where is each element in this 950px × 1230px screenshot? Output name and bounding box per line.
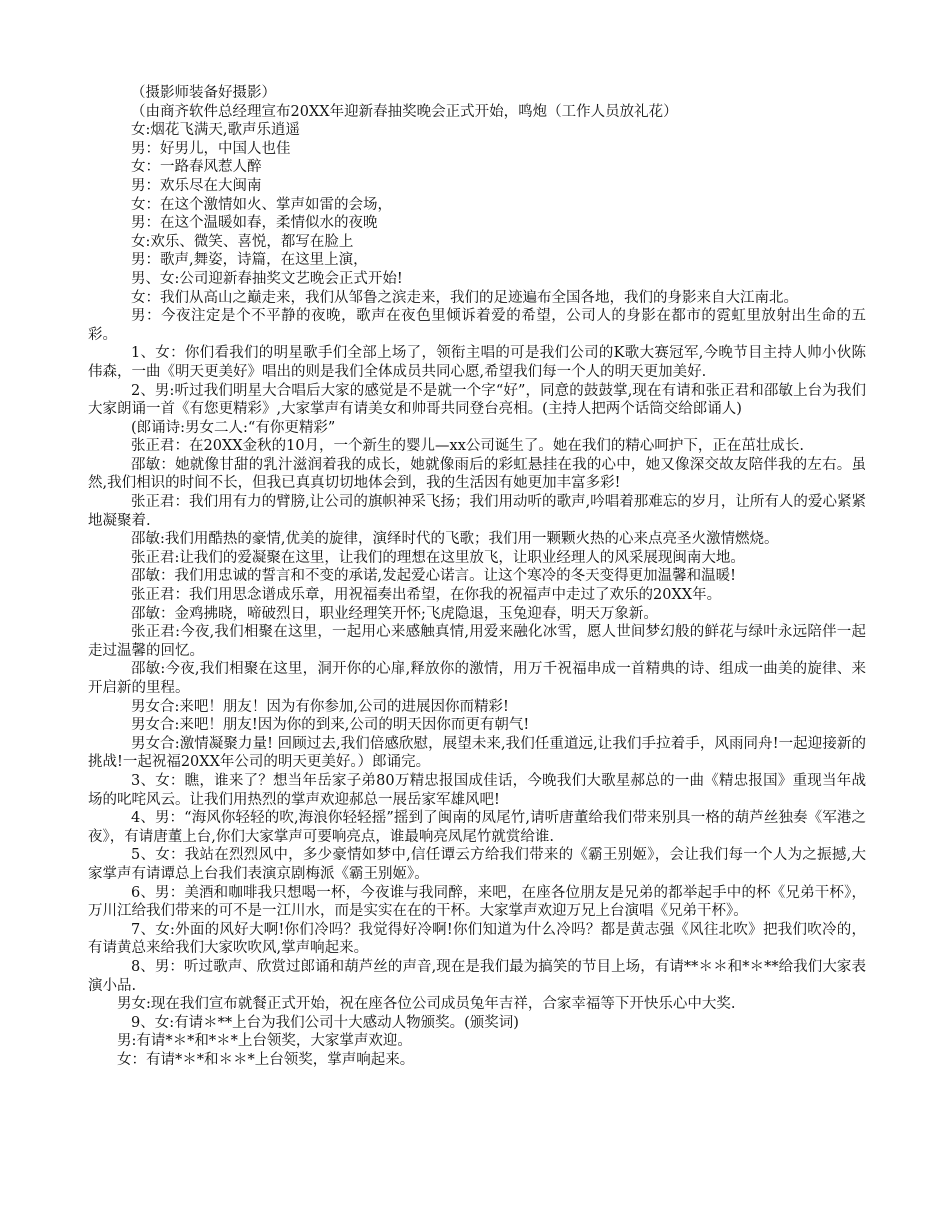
paragraph: 女：在这个激情如火、掌声如雷的会场， — [131, 196, 392, 213]
paragraph: 男：好男儿，中国人也佳 — [131, 140, 291, 157]
paragraph: 9、女:有请＊**上台为我们公司十大感动人物颁奖。(颁奖词) — [131, 1014, 519, 1031]
paragraph: 邵敏：金鸡拂晓，啼破烈日，职业经理笑开怀;飞虎隐退，玉兔迎春，明天万象新。 — [131, 605, 658, 622]
paragraph: 女：一路春风惹人醉 — [131, 159, 262, 176]
paragraph: 邵敏：她就像甘甜的乳汁滋润着我的成长，她就像雨后的彩虹悬挂在我的心中，她又像深交故友陪伴我的左右。虽然,我们相识的时间不长，但我已真真切切地体会到，我的生活因有她更加丰富多彩! — [88, 456, 866, 492]
paragraph: 8、男：听过歌声、欣赏过郎诵和葫芦丝的声音,现在是我们最为搞笑的节目上场，有请**＊＊和*＊**给我们大家表演小品. — [88, 958, 866, 994]
paragraph: 邵敏:我们用酷热的豪情,优美的旋律，演绎时代的飞歌；我们用一颗颗火热的心来点亮圣火激情燃烧。 — [131, 531, 779, 548]
paragraph: 男：今夜注定是个不平静的夜晚，歌声在夜色里倾诉着爱的希望，公司人的身影在都市的霓虹里放射出生命的五彩。 — [88, 308, 866, 343]
paragraph: 女:欢乐、微笑、喜悦，都写在脸上 — [131, 233, 354, 250]
paragraph: 7、女:外面的风好大啊!你们冷吗？我觉得好冷啊!你们知道为什么冷吗？都是黄志强《风往北吹》把我们吹冷的，有请黄总来给我们大家吹吹风,掌声响起来。 — [88, 921, 866, 957]
paragraph: 1、女：你们看我们的明星歌手们全部上场了，领衔主唱的可是我们公司的K歌大赛冠军,今晚节目主持人帅小伙陈伟森，一曲《明天更美好》唱出的则是我们全体成员共同心愿,希望我们每一个人的明天更加美好. — [88, 345, 866, 380]
paragraph: 男：歌声,舞姿，诗篇，在这里上演， — [131, 252, 368, 269]
paragraph: 男:有请*＊*和*＊*上台领奖，大家掌声欢迎。 — [117, 1033, 412, 1050]
paragraph: 6、男：美酒和咖啡我只想喝一杯，今夜谁与我同醉，来吧，在座各位朋友是兄弟的都举起手中的杯《兄弟干杯》，万川江给我们带来的可不是一江川水，而是实实在在的干杯。大家掌声欢迎万兄上台演唱《兄弟干杯》。 — [88, 884, 866, 920]
document-body — [88, 84, 866, 1069]
paragraph: 男女合:来吧！朋友!因为你的到来,公司的明天因你而更有朝气! — [131, 717, 530, 734]
paragraph: 女：我们从高山之巅走来，我们从邹鲁之滨走来，我们的足迹遍布全国各地，我们的身影来自大江南北。 — [131, 289, 798, 306]
paragraph: （由商齐软件总经理宣布20XX年迎新春抽奖晚会正式开始，鸣炮（工作人员放礼花） — [131, 103, 678, 120]
paragraph: 男女:现在我们宣布就餐正式开始，祝在座各位公司成员兔年吉祥，合家幸福等下开快乐心中大奖. — [117, 996, 736, 1013]
paragraph: 张正君:让我们的爱凝聚在这里，让我们的理想在这里放飞，让职业经理人的风采展现闽南大地。 — [131, 549, 745, 566]
paragraph: （摄影师装备好摄影） — [131, 85, 276, 101]
paragraph: 男女合:来吧！朋友！因为有你参加,公司的进展因你而精彩! — [131, 698, 509, 715]
paragraph: 女：有请*＊*和＊＊*上台领奖，掌声响起来。 — [117, 1051, 415, 1068]
paragraph: 女:烟花飞满天,歌声乐逍遥 — [131, 122, 300, 139]
paragraph: 张正君：我们用思念谱成乐章，用祝福奏出希望，在你我的祝福声中走过了欢乐的20XX年。 — [131, 587, 722, 604]
paragraph: 男女合:激情凝聚力量! 回顾过去,我们倍感欣慰，展望未来,我们任重道远,让我们手拉着手，风雨同舟!一起迎接新的挑战!一起祝福20XX年公司的明天更美好。）郎诵完。 — [88, 735, 866, 771]
paragraph: 男：欢乐尽在大闽南 — [131, 177, 262, 194]
paragraph: 男、女:公司迎新春抽奖文艺晚会正式开始! — [131, 270, 403, 287]
paragraph: 4、男：“海风你轻轻的吹,海浪你轻轻摇”摇到了闽南的凤尾竹,请听唐董给我们带来别具一格的葫芦丝独奏《军港之夜》，有请唐董上台,你们大家掌声可要响亮点，谁最响亮凤尾竹就赏给谁. — [88, 810, 866, 845]
paragraph: 张正君：我们用有力的臂膀,让公司的旗帜神采飞扬；我们用动听的歌声,吟唱着那难忘的岁月，让所有人的爱心紧紧地凝聚着. — [88, 494, 866, 529]
paragraph: 邵敏：我们用忠诚的誓言和不变的承诺,发起爱心诺言。让这个寒冷的冬天变得更加温馨和温暖! — [131, 568, 736, 585]
paragraph: 张正君：在20XX金秋的10月，一个新生的婴儿—xx公司诞生了。她在我们的精心呵护下，正在茁壮成长. — [131, 438, 805, 455]
paragraph: 邵敏:今夜,我们相聚在这里，洞开你的心扉,释放你的激情，用万千祝福串成一首精典的诗、组成一曲美的旋律、来开启新的里程。 — [88, 661, 866, 696]
paragraph: 5、女：我站在烈烈风中，多少豪情如梦中,信任谭云方给我们带来的《霸王别姬》，会让我们每一个人为之振撼,大家掌声有请谭总上台我们表演京剧梅派《霸王别姬》。 — [88, 847, 866, 882]
paragraph: 男：在这个温暖如春，柔情似水的夜晚 — [131, 215, 378, 232]
paragraph: (郎诵诗:男女二人:“有你更精彩” — [131, 419, 336, 436]
paragraph: 3、女：瞧，谁来了？想当年岳家子弟80万精忠报国成佳话，今晚我们大歌星郝总的一曲《精忠报国》重现当年战场的叱咤风云。让我们用热烈的掌声欢迎郝总一展岳家军雄风吧! — [88, 772, 866, 808]
paragraph: 2、男:听过我们明星大合唱后大家的感觉是不是就一个字“好”，同意的鼓鼓掌,现在有请和张正君和邵敏上台为我们大家朗诵一首《有您更精彩》,大家掌声有请美女和帅哥共同登台亮相。(主持人把两个话筒交给郎诵人) — [88, 382, 866, 418]
paragraph: 张正君:今夜,我们相聚在这里，一起用心来感触真情,用爱来融化冰雪，愿人世间梦幻般的鲜花与绿叶永远陪伴一起走过温馨的回忆。 — [88, 624, 866, 659]
